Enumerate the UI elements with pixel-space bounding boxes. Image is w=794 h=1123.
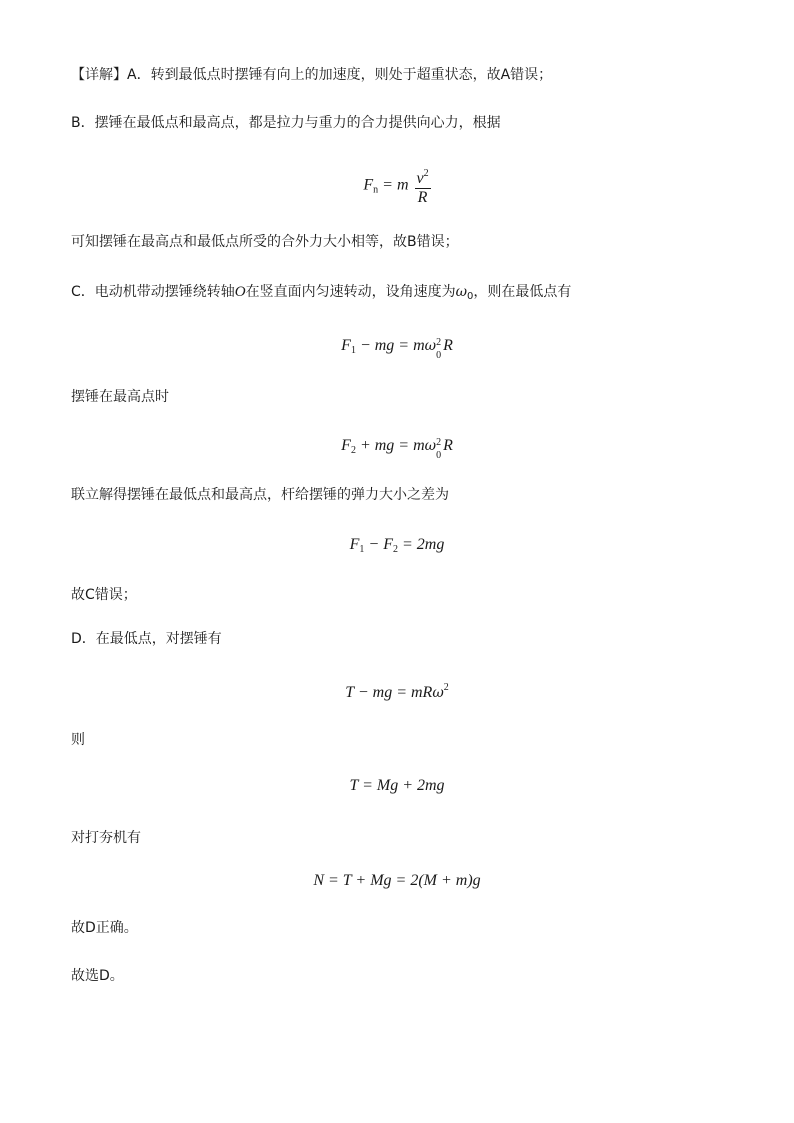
eq1-fraction [415, 165, 431, 207]
equation-highest-point [0, 435, 794, 462]
line-c-part2: 在竖直面内匀速转动，设角速度为 [245, 284, 456, 300]
eq2-osub: 0 [436, 350, 442, 361]
eq3-f: F [341, 437, 351, 454]
equation-lowest-point [0, 335, 794, 362]
eq3-subsup [436, 437, 443, 461]
axis-symbol: O [234, 284, 246, 300]
eq1-num-sup: 2 [423, 168, 429, 179]
eq3-osub: 0 [436, 450, 442, 461]
line-detail-a: 【详解】A．转到最低点时摆锤有向上的加速度，则处于超重状态，故A错误； [71, 67, 553, 83]
line-combined: 联立解得摆锤在最低点和最高点，杆给摆锤的弹力大小之差为 [71, 487, 449, 503]
eq2-subsup [436, 337, 443, 361]
equation-force-difference [0, 534, 794, 561]
line-c-part3: ，则在最低点有 [473, 284, 572, 300]
line-then: 则 [71, 732, 85, 748]
eq5-lhs: T − mg = mR [345, 684, 433, 701]
eq1-sub: n [373, 184, 379, 196]
eq2-sub: 1 [350, 345, 356, 356]
eq5-omega: ω [432, 685, 444, 701]
eq2-f: F [341, 337, 351, 354]
line-b-conclusion: 可知摆锤在最高点和最低点所受的合外力大小相等，故B错误； [71, 234, 459, 250]
eq1-num: v [416, 170, 424, 187]
line-c-wrong: 故C错误； [71, 587, 137, 603]
eq4-sub2: 2 [393, 544, 398, 555]
eq4-f1: F [349, 536, 360, 553]
line-d-correct: 故D正确。 [71, 920, 138, 936]
eq4-mid: − [364, 536, 384, 553]
eq2-mid: − mg = m [355, 337, 425, 354]
equation-normal-force: N = T + Mg = 2(M + m)g [313, 872, 481, 889]
eq2-omega: ω [424, 338, 437, 354]
eq3-sup: 2 [436, 437, 442, 448]
line-answer: 故选D。 [71, 968, 124, 984]
eq4-sub1: 1 [359, 544, 365, 555]
line-option-b: B．摆锤在最低点和最高点，都是拉力与重力的合力提供向心力，根据 [71, 115, 501, 131]
eq3-r: R [443, 437, 453, 454]
equation-t-value: T = Mg + 2mg [349, 777, 445, 794]
line-highest-point: 摆锤在最高点时 [71, 389, 169, 405]
eq3-mid: + mg = m [355, 437, 425, 454]
line-for-machine: 对打夯机有 [71, 830, 141, 846]
eq2-sup: 2 [436, 337, 442, 348]
line-c-part1: C．电动机带动摆锤绕转轴 [71, 284, 235, 300]
line-option-d: D．在最低点，对摆锤有 [71, 631, 222, 647]
eq1-rhs: = m [382, 176, 409, 194]
line-option-c [71, 282, 571, 307]
eq3-omega: ω [424, 438, 437, 454]
eq4-f2: F [383, 536, 393, 553]
equation-centripetal-force [0, 165, 794, 207]
eq1-f: F [363, 176, 374, 194]
eq3-sub: 2 [350, 445, 356, 456]
eq5-sup: 2 [443, 682, 449, 693]
omega-sub: 0 [467, 291, 474, 302]
eq2-r: R [443, 337, 453, 354]
omega-symbol: ω [455, 284, 468, 300]
eq4-rhs: = 2mg [398, 536, 445, 553]
equation-tension [0, 677, 794, 704]
eq1-den: R [417, 189, 428, 206]
